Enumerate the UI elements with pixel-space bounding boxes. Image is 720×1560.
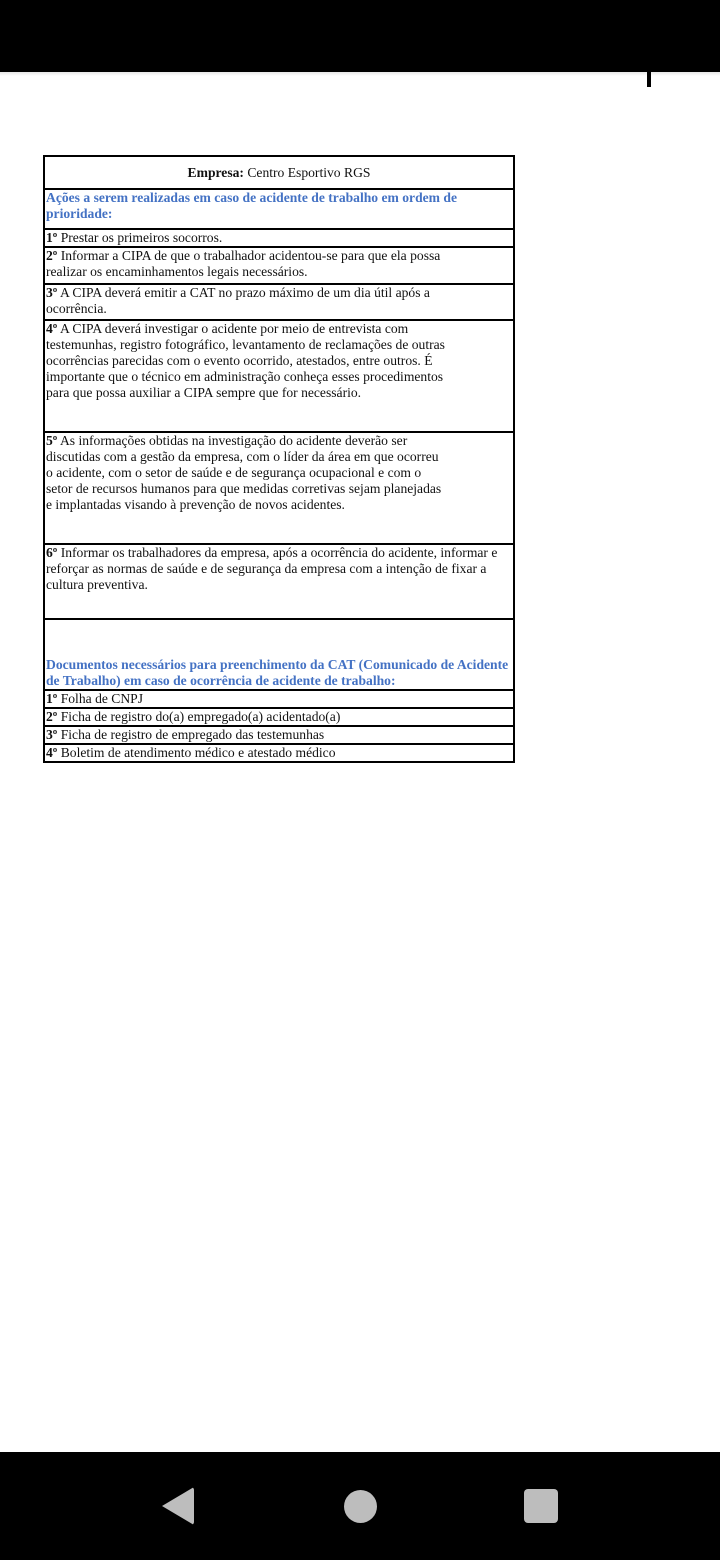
document-cell bbox=[44, 708, 514, 726]
document-cell bbox=[44, 690, 514, 708]
action-wrap bbox=[46, 433, 446, 513]
action-wrap bbox=[46, 248, 446, 280]
action-row bbox=[44, 320, 514, 432]
back-triangle-icon[interactable] bbox=[162, 1487, 194, 1525]
action-number: 3º bbox=[46, 285, 58, 300]
company-label: Empresa: bbox=[187, 164, 244, 180]
toolbar-divider bbox=[0, 72, 720, 76]
action-cell bbox=[44, 229, 514, 247]
action-number: 2º bbox=[46, 248, 58, 263]
navigation-bar bbox=[0, 1452, 720, 1560]
document-number: 4º bbox=[46, 745, 58, 760]
document-number: 2º bbox=[46, 709, 58, 724]
action-number: 1º bbox=[46, 230, 58, 245]
action-row bbox=[44, 544, 514, 619]
document-row bbox=[44, 708, 514, 726]
action-cell bbox=[44, 544, 514, 619]
action-cell bbox=[44, 320, 514, 432]
document-text: Ficha de registro de empregado das testemunhas bbox=[60, 727, 325, 742]
document-row bbox=[44, 744, 514, 762]
document-table bbox=[43, 155, 515, 763]
action-cell bbox=[44, 284, 514, 320]
action-text: A CIPA deverá emitir a CAT no prazo máximo de um dia útil após a ocorrência. bbox=[46, 285, 430, 316]
action-wrap bbox=[46, 285, 466, 317]
status-bar bbox=[0, 0, 720, 72]
document-row bbox=[44, 690, 514, 708]
document-text: Boletim de atendimento médico e atestado médico bbox=[60, 745, 336, 760]
company-name: Centro Esportivo RGS bbox=[247, 164, 371, 180]
action-row bbox=[44, 284, 514, 320]
action-text: Prestar os primeiros socorros. bbox=[60, 230, 223, 245]
action-text: A CIPA deverá investigar o acidente por meio de entrevista com testemunhas, registro fotográfico, levantamento de reclamações de outras ocorrências parecidas com o evento ocorrido, atestados, entre outros. É importante que o técnico em administração conheça esses procedimentos para que possa auxiliar a CIPA sempre que for necessário. bbox=[46, 321, 445, 400]
action-wrap bbox=[46, 321, 446, 401]
action-cell bbox=[44, 432, 514, 544]
document-cell bbox=[44, 726, 514, 744]
scroll-indicator[interactable] bbox=[647, 70, 651, 87]
company-cell bbox=[44, 156, 514, 189]
documents-title-row bbox=[44, 619, 514, 690]
action-row bbox=[44, 432, 514, 544]
action-text: As informações obtidas na investigação do acidente deverão ser discutidas com a gestão da empresa, com o líder da área em que ocorreu o acidente, com o setor de saúde e de segurança ocupacional e com o setor de recursos humanos para que medidas corretivas sejam planejadas e implantadas visando à prevenção de novos acidentes. bbox=[46, 433, 442, 512]
action-row bbox=[44, 247, 514, 284]
actions-title: Ações a serem realizadas em caso de acidente de trabalho em ordem de prioridade: bbox=[44, 189, 514, 229]
document-text: Ficha de registro do(a) empregado(a) acidentado(a) bbox=[60, 709, 341, 724]
action-row bbox=[44, 229, 514, 247]
home-circle-icon[interactable] bbox=[344, 1490, 377, 1523]
document-cell bbox=[44, 744, 514, 762]
action-number: 6º bbox=[46, 545, 58, 560]
action-cell bbox=[44, 247, 514, 284]
action-number: 4º bbox=[46, 321, 58, 336]
actions-title-row bbox=[44, 189, 514, 229]
document-text: Folha de CNPJ bbox=[60, 691, 144, 706]
action-text: Informar a CIPA de que o trabalhador acidentou-se para que ela possa realizar os encaminhamentos legais necessários. bbox=[46, 248, 441, 279]
documents-title: Documentos necessários para preenchimento da CAT (Comunicado de Acidente de Trabalho) em caso de ocorrência de acidente de trabalho: bbox=[44, 619, 514, 690]
document-number: 3º bbox=[46, 727, 58, 742]
document-row bbox=[44, 726, 514, 744]
action-text: Informar os trabalhadores da empresa, após a ocorrência do acidente, informar e reforçar as normas de saúde e de segurança da empresa com a intenção de fixar a cultura preventiva. bbox=[46, 545, 498, 592]
recents-square-icon[interactable] bbox=[524, 1489, 558, 1523]
company-row bbox=[44, 156, 514, 189]
document-number: 1º bbox=[46, 691, 58, 706]
action-number: 5º bbox=[46, 433, 58, 448]
